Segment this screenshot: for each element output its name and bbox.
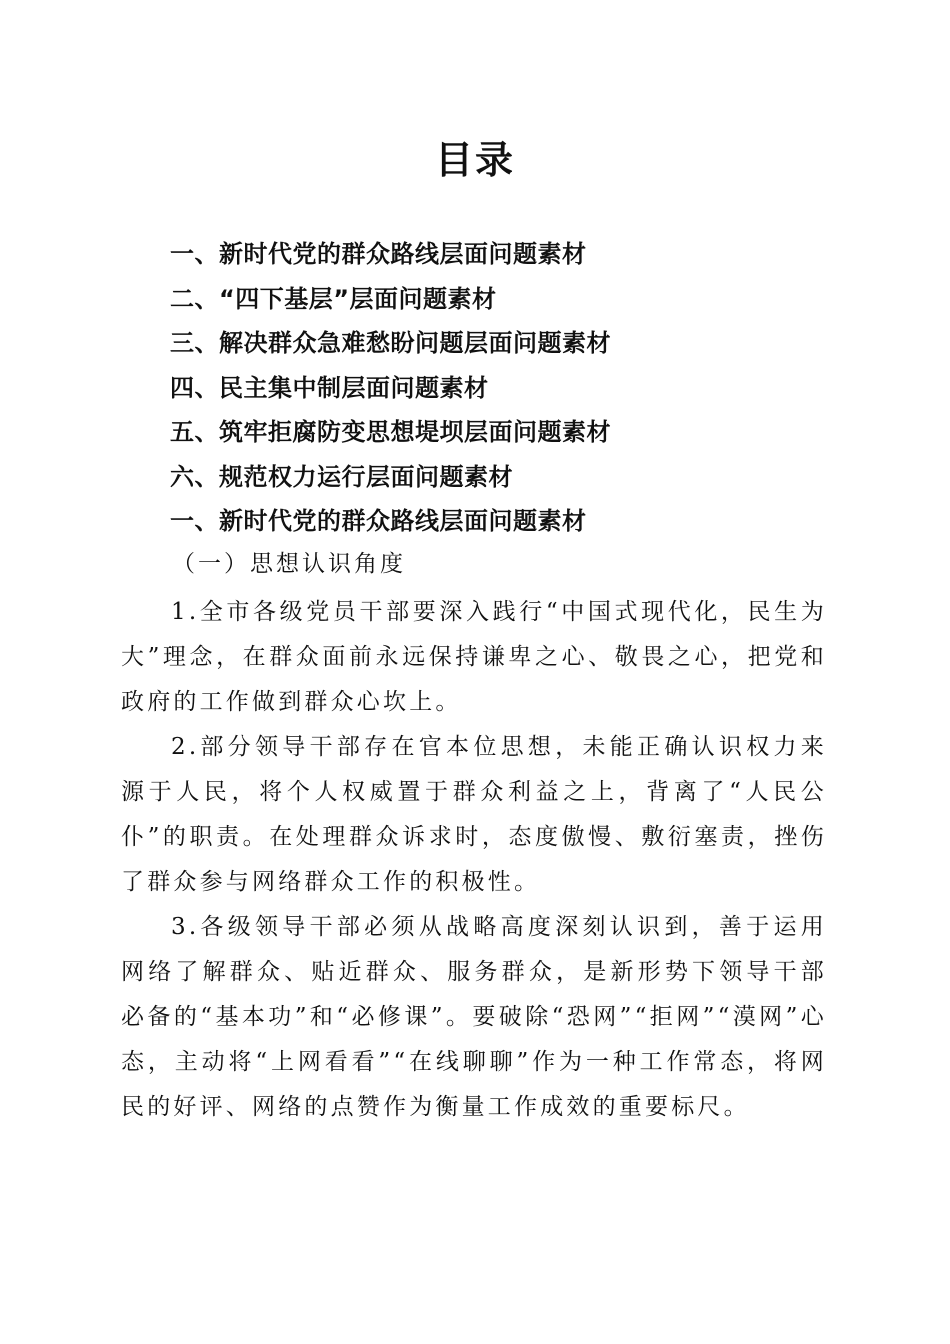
toc-item-6: 六、规范权力运行层面问题素材 — [170, 462, 513, 491]
body-text — [121, 590, 827, 1130]
toc-item-1: 一、新时代党的群众路线层面问题素材 — [170, 240, 587, 268]
toc-item-2: 二、“四下基层”层面问题素材 — [170, 284, 497, 313]
section-heading: 一、新时代党的群众路线层面问题素材 — [170, 507, 587, 535]
paragraph-1: 1.全市各级党员干部要深入践行“中国式现代化，民生为大”理念，在群众面前永远保持谦卑之心、敬畏之心，把党和政府的工作做到群众心坎上。 — [121, 599, 827, 715]
paragraph-3: 3.各级领导干部必须从战略高度深刻认识到，善于运用网络了解群众、贴近群众、服务群众，是新形势下领导干部必备的“基本功”和“必修课”。要破除“恐网”“拒网”“漠网”心态，主动将“上网看看”“在线聊聊”作为一种工作常态，将网民的好评、网络的点赞作为衡量工作成效的重要标尺。 — [121, 914, 827, 1120]
toc-item-3: 三、解决群众急难愁盼问题层面问题素材 — [170, 329, 611, 357]
toc-item-4: 四、民主集中制层面问题素材 — [170, 373, 489, 402]
paragraph-2: 2.部分领导干部存在官本位思想，未能正确认识权力来源于人民，将个人权威置于群众利益之上，背离了“人民公仆”的职责。在处理群众诉求时，态度傲慢、敷衍塞责，挫伤了群众参与网络群众工作的积极性。 — [121, 734, 827, 895]
sub-heading: （一）思想认识角度 — [172, 551, 406, 577]
table-of-contents — [170, 232, 830, 499]
toc-item-5: 五、筑牢拒腐防变思想堤坝层面问题素材 — [170, 418, 611, 446]
page-title: 目录 — [434, 137, 515, 182]
